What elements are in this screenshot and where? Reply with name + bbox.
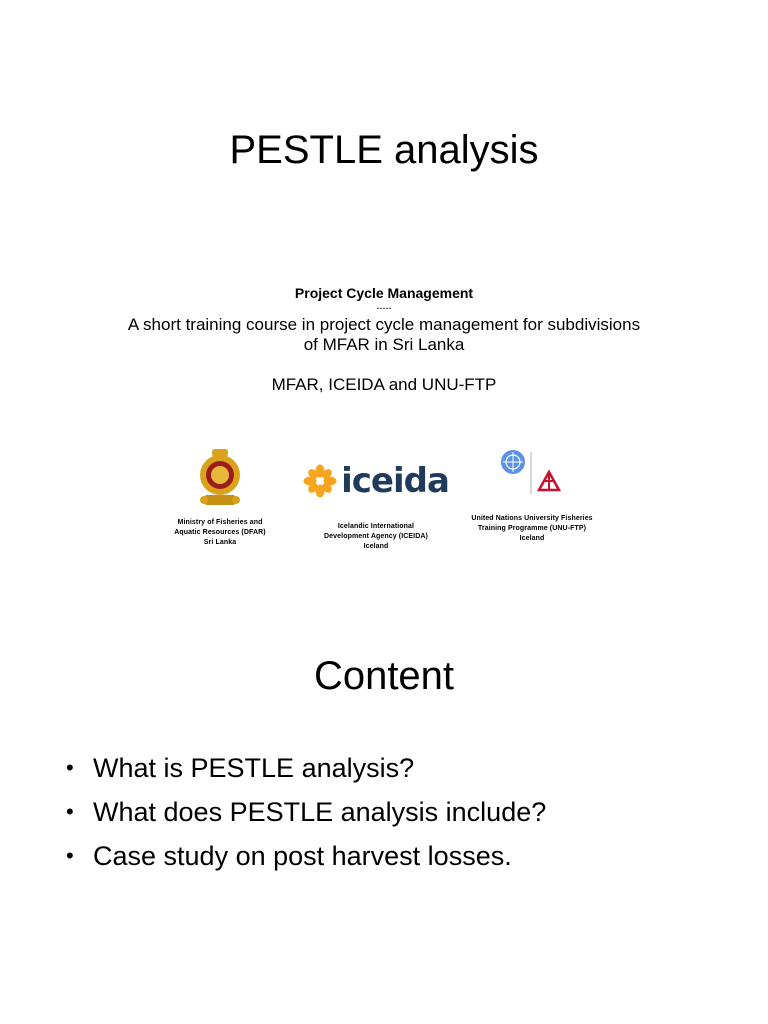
bullet-text: What does PESTLE analysis include?	[93, 797, 547, 827]
content-heading: Content	[313, 654, 455, 698]
slide-content	[0, 600, 768, 1024]
bullet-text: Case study on post harvest losses.	[93, 841, 512, 871]
course-info	[0, 284, 768, 395]
logo-caption-line: Ministry of Fisheries and	[177, 519, 263, 526]
separator: -----	[376, 303, 392, 313]
logo-unu-ftp	[452, 444, 612, 544]
list-item	[64, 746, 744, 790]
partners-line: MFAR, ICEIDA and UNU-FTP	[271, 375, 497, 394]
logo-caption-line: Development Agency (ICEIDA)	[324, 533, 428, 540]
slide-title-heading: PESTLE analysis	[229, 128, 539, 172]
unu-ftp-logo-icon	[497, 448, 567, 500]
bullet-icon: •	[66, 843, 74, 868]
bullet-icon: •	[66, 799, 74, 824]
logo-mfar	[140, 444, 300, 548]
iceida-logo-icon	[303, 464, 337, 498]
bullet-icon: •	[66, 755, 74, 780]
logo-caption-line: Icelandic International	[337, 523, 415, 530]
logo-caption-line: Sri Lanka	[203, 539, 237, 546]
logo-caption-line: United Nations University Fisheries	[471, 515, 593, 522]
list-item	[64, 790, 744, 834]
logo-caption-line: Iceland	[363, 543, 389, 550]
logo-iceida	[296, 444, 456, 552]
sri-lanka-emblem-icon	[195, 445, 245, 509]
logo-caption-line: Training Programme (UNU-FTP)	[477, 525, 587, 532]
logo-caption-line: Aquatic Resources (DFAR)	[174, 529, 266, 536]
iceida-wordmark: iceida	[341, 461, 449, 501]
content-bullet-list	[64, 746, 744, 878]
logo-caption-line: Iceland	[519, 535, 545, 542]
partner-logos	[0, 444, 768, 564]
course-name: Project Cycle Management	[294, 285, 474, 301]
list-item	[64, 834, 744, 878]
course-description: A short training course in project cycle management for subdivisions of MFAR in Sri Lanka	[127, 315, 641, 354]
bullet-text: What is PESTLE analysis?	[93, 753, 415, 783]
